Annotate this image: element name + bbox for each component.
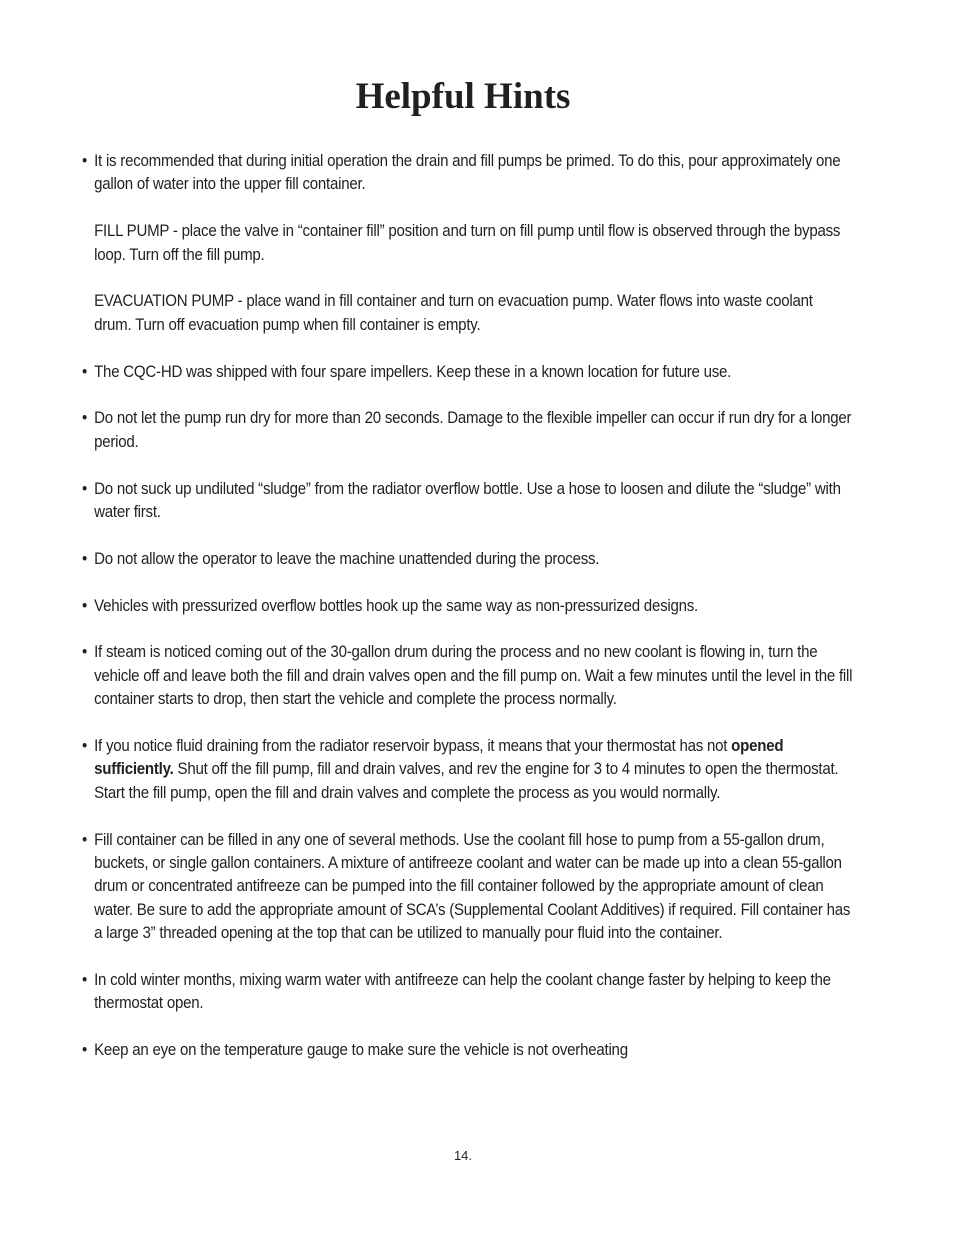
bullet-glyph: • — [82, 830, 88, 849]
hint-text: FILL PUMP - place the valve in “container fill” position and turn on fill pump until flow is observed through the bypass loop. Turn off the fill pump. — [94, 222, 841, 264]
hint-cold-months — [82, 969, 854, 1016]
hint-text: In cold winter months, mixing warm water with antifreeze can help the coolant change faster by helping to keep the thermostat open. — [94, 971, 831, 1013]
page-title: Helpful Hints — [355, 76, 571, 117]
hint-text-rest: Shut off the fill pump, fill and drain valves, and rev the engine for 3 to 4 minutes to open the thermostat. Start the fill pump, open the fill and drain valves and complete the process as you would normally. — [94, 760, 839, 802]
hint-text: EVACUATION PUMP - place wand in fill container and turn on evacuation pump. Water flows into waste coolant drum. Turn off evacuation pump when fill container is empty. — [94, 292, 813, 334]
hint-unattended — [82, 548, 854, 571]
hint-text-emphasis: opened sufficiently. — [94, 737, 784, 779]
hint-text: Do not suck up undiluted “sludge” from the radiator overflow bottle. Use a hose to loosen and dilute the “sludge” with water first. — [94, 479, 841, 522]
bullet-glyph: • — [82, 596, 88, 615]
hint-temperature-gauge — [82, 1039, 854, 1062]
page-number: 14. — [453, 1148, 473, 1163]
bullet-glyph: • — [82, 971, 88, 990]
hint-pump-dry — [82, 407, 854, 454]
bullet-glyph: • — [82, 152, 88, 170]
hint-text-lead: If you notice fluid draining from the radiator reservoir bypass, it means that your thermostat has not — [94, 737, 732, 756]
hint-sludge — [82, 478, 854, 525]
hint-priming — [82, 150, 854, 337]
hint-text: Fill container can be filled in any one of several methods. Use the coolant fill hose to pump from a 55-gallon drum, buckets, or single gallon containers. A mixture of antifreeze coolant and water can be made up into a clean 55-gallon drum or concentrated antifreeze can be pumped into the fill container followed by the appropriate amount of clean water. Be sure to add the appropriate amount of SCA’s (Supplemental Coolant Additives) if required. Fill container has a large 3” threaded opening at the top that can be utilized to manually pour fluid into the container. — [94, 830, 851, 943]
bullet-glyph: • — [82, 409, 88, 428]
hint-text: Vehicles with pressurized overflow bottles hook up the same way as non-pressurized designs. — [94, 596, 699, 615]
bullet-glyph: • — [82, 549, 88, 568]
hint-text: It is recommended that during initial operation the drain and fill pumps be primed. To do this, pour approximately one gallon of water into the upper fill container. — [94, 152, 841, 194]
bullet-glyph: • — [82, 1041, 88, 1060]
bullet-glyph: • — [82, 737, 88, 756]
bullet-glyph: • — [82, 362, 88, 381]
hint-text: Keep an eye on the temperature gauge to make sure the vehicle is not overheating — [94, 1041, 628, 1060]
bullet-glyph: • — [82, 479, 88, 498]
hint-text: Do not allow the operator to leave the machine unattended during the process. — [94, 549, 600, 568]
hint-spare-impellers — [82, 361, 854, 384]
hint-text — [94, 735, 854, 805]
hint-fill-methods — [82, 829, 854, 946]
hint-thermostat — [82, 735, 854, 805]
hint-text: If steam is noticed coming out of the 30-gallon drum during the process and no new coolant is flowing in, turn the vehicle off and leave both the fill and drain valves open and the fill pump on. Wait a few minutes until the level in the fill container starts to drop, then start the vehicle and complete the process normally. — [94, 643, 853, 709]
hint-steam — [82, 641, 854, 711]
hint-pressurized-bottles — [82, 595, 854, 618]
bullet-glyph: • — [82, 643, 88, 662]
hints-list — [82, 150, 853, 1086]
hint-text: The CQC-HD was shipped with four spare impellers. Keep these in a known location for future use. — [94, 362, 732, 381]
hint-text: Do not let the pump run dry for more than 20 seconds. Damage to the flexible impeller can occur if run dry for a longer period. — [94, 409, 852, 451]
